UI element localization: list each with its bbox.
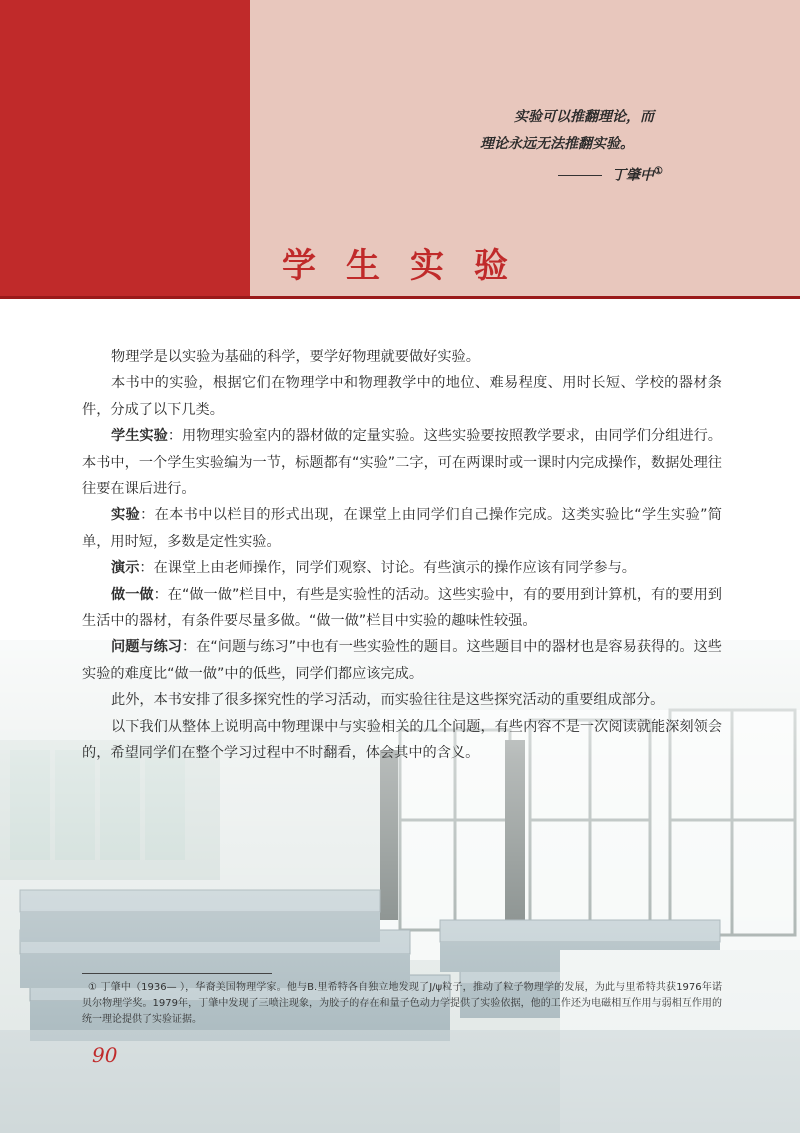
paragraph: 物理学是以实验为基础的科学，要学好物理就要做好实验。 xyxy=(111,349,480,365)
page-number: 90 xyxy=(92,1043,118,1067)
epigraph-quote xyxy=(480,104,780,190)
header-red-block xyxy=(0,0,250,296)
paragraph: 以下我们从整体上说明高中物理课中与实验相关的几个问题，有些内容不是一次阅读就能深刻领会的，希望同学们在整个学习过程中不时翻看，体会其中的含义。 xyxy=(82,718,722,762)
term-try-it: 做一做 xyxy=(111,586,154,603)
attribution-dash xyxy=(558,175,602,176)
footnote-rule xyxy=(82,973,272,974)
paragraph xyxy=(82,582,722,635)
paragraph: 本书中的实验，根据它们在物理学中和物理教学中的地位、难易程度、用时长短、学校的器材条件，分成了以下几类。 xyxy=(82,375,722,418)
paragraph xyxy=(82,555,722,581)
footnote xyxy=(82,980,722,1028)
term-student-experiment: 学生实验 xyxy=(111,428,168,445)
paragraph: 此外，本书安排了很多探究性的学习活动，而实验往往是这些探究活动的重要组成部分。 xyxy=(111,692,665,709)
term-experiment: 实验 xyxy=(111,507,141,524)
definition-text: ：用物理实验室内的器材做的定量实验。这些实验要按照教学要求，由同学们分组进行。本书中，一个学生实验编为一节，标题都有“实验”二字，可在两课时或一课时内完成操作，数据处理往往要在课后进行。 xyxy=(82,428,722,498)
definition-text: ：在“做一做”栏目中，有些是实验性的活动。这些实验中，有的要用到计算机，有的要用到生活中的器材，有条件要尽量多做。“做一做”栏目中实验的趣味性较强。 xyxy=(82,586,722,630)
footnote-text: ① 丁肇中（1936— ），华裔美国物理学家。他与B.里希特各自独立地发现了J/ψ粒子，推动了粒子物理学的发展，为此与里希特共获1976年诺贝尔物理学奖。1979年，丁肇中发现了三喷注现象，为胶子的存在和量子色动力学提供了实验依据，他的工作还为电磁相互作用与弱相互作用的统一理论提供了实验证据。 xyxy=(82,982,722,1025)
footnote-ref-mark: ① xyxy=(654,166,663,177)
quote-attribution xyxy=(480,158,780,190)
quote-author: 丁肇中 xyxy=(612,167,654,184)
header-divider xyxy=(0,296,800,299)
paragraph xyxy=(82,502,722,555)
definition-text: ：在“问题与练习”中也有一些实验性的题目。这些题目中的器材也是容易获得的。这些实验的难度比“做一做”中的低些，同学们都应该完成。 xyxy=(82,639,722,682)
quote-line-1: 实验可以推翻理论，而 xyxy=(514,109,654,125)
term-problems-exercises: 问题与练习 xyxy=(111,639,182,656)
paragraph xyxy=(82,634,722,687)
paragraph xyxy=(82,423,722,502)
body-text xyxy=(82,344,722,767)
term-demonstration: 演示 xyxy=(111,560,140,577)
definition-text: ：在课堂上由老师操作，同学们观察、讨论。有些演示的操作应该有同学参与。 xyxy=(139,560,636,577)
chapter-title: 学生实验 xyxy=(282,246,538,286)
quote-line-2: 理论永远无法推翻实验。 xyxy=(480,136,634,152)
definition-text: ：在本书中以栏目的形式出现，在课堂上由同学们自己操作完成。这类实验比“学生实验”简单，用时短，多数是定性实验。 xyxy=(82,507,722,550)
